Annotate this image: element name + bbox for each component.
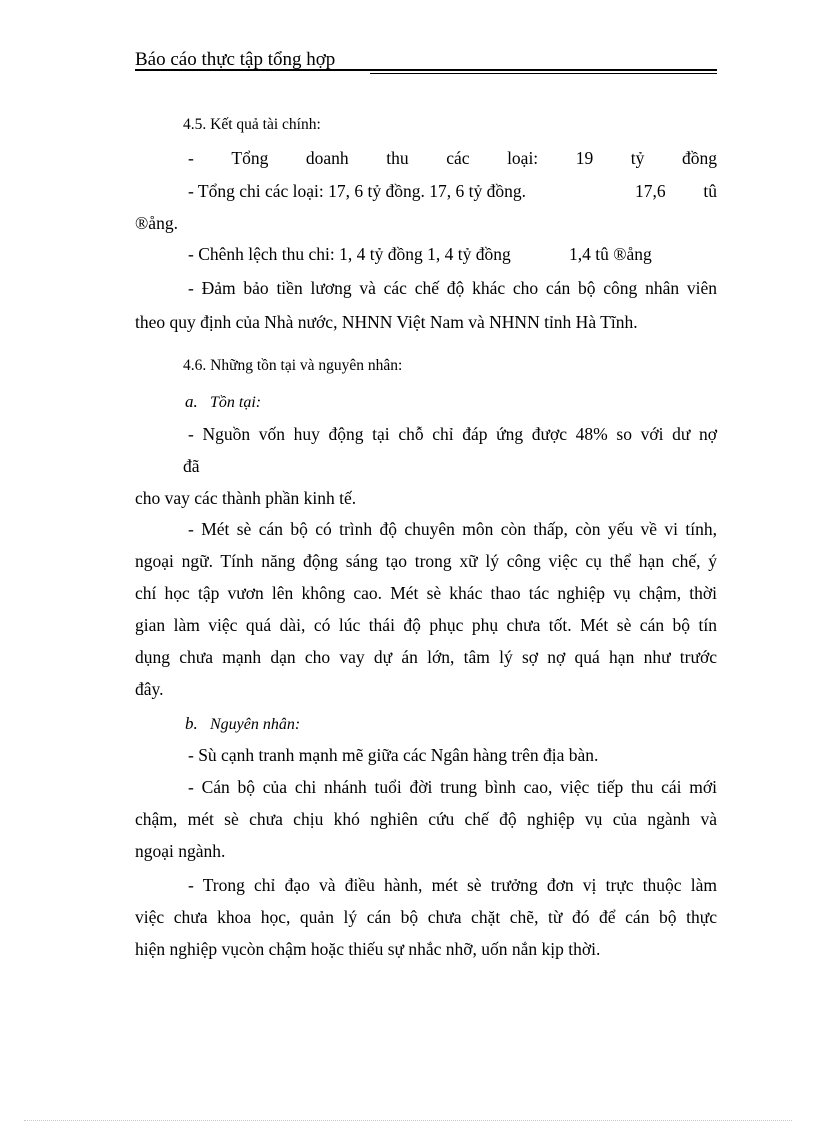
expense-line (188, 180, 717, 202)
page-header-title: Báo cáo thực tập tổng hợp (135, 49, 336, 70)
sub-b-label: Nguyên nhân: (210, 716, 301, 733)
tontai-p1-line1: - Nguồn vốn huy động tại chỗ chỉ đáp ứng được 48% so với dư nợ (188, 424, 717, 444)
nguyennhan-p3-line2: việc chưa khoa học, quản lý cán bộ chưa chặt chẽ, từ đó để cán bộ thực (135, 907, 717, 927)
nguyennhan-p3-line3: hiện nghiệp vụcòn chậm hoặc thiếu sự nhắc nhỡ, uốn nắn kịp thời. (135, 939, 601, 959)
revenue-line (188, 147, 717, 169)
expense-unit: tû (703, 181, 717, 201)
section-4-6-heading: 4.6. Những tồn tại và nguyên nhân: (183, 357, 403, 374)
sub-b-letter: b. (185, 714, 198, 733)
revenue-word: - (188, 148, 194, 168)
nguyennhan-p2-line2: chậm, mét sè chưa chịu khó nghiên cứu chế độ nghiệp vụ của ngành và (135, 809, 717, 829)
tontai-p2-line2: ngoại ngữ. Tính năng động sáng tạo trong xữ lý công việc cụ thể hạn chế, ý (135, 551, 717, 571)
diff-extra: 1,4 tû ®ång (569, 244, 652, 264)
revenue-word: Tổng (231, 148, 269, 168)
sub-heading-a (185, 391, 261, 414)
expense-cont: ®ång. (135, 213, 178, 233)
tontai-p2-line6: đây. (135, 679, 164, 699)
salary-line-1: - Đảm bảo tiền lương và các chế độ khác cho cán bộ công nhân viên (188, 278, 717, 298)
sub-a-letter: a. (185, 392, 198, 411)
tontai-p1-line3: cho vay các thành phần kinh tế. (135, 488, 357, 508)
revenue-word: các (446, 148, 470, 168)
sub-heading-b (185, 713, 300, 736)
revenue-word: doanh (305, 148, 349, 168)
revenue-word: 19 (575, 148, 594, 168)
tontai-p1-line2: đã (183, 456, 200, 476)
header-rule-thin (370, 73, 717, 74)
nguyennhan-p1: - Sù cạnh tranh mạnh mẽ giữa các Ngân hàng trên địa bàn. (188, 745, 599, 765)
tontai-p2-line3: chí học tập vươn lên không cao. Mét sè khác thao tác nghiệp vụ chậm, thời (135, 583, 717, 603)
tontai-p2-line5: dụng chưa mạnh dạn cho vay dự án lớn, tâm lý sợ nợ quá hạn như trước (135, 647, 717, 667)
expense-main: - Tổng chi các loại: 17, 6 tỷ đồng. 17, 6 tỷ đồng. (188, 181, 526, 201)
revenue-word: loại: (507, 148, 539, 168)
expense-num: 17,6 (635, 181, 666, 201)
section-4-5-heading: 4.5. Kết quả tài chính: (183, 116, 321, 133)
nguyennhan-p2-line3: ngoại ngành. (135, 841, 226, 861)
tontai-p2-line4: gian làm việc quá dài, có lúc thái độ phục phụ chưa tốt. Mét sè cán bộ tín (135, 615, 717, 635)
tontai-p2-line1: - Mét sè cán bộ có trình độ chuyên môn còn thấp, còn yếu về vi tính, (188, 519, 717, 539)
revenue-word: thu (386, 148, 409, 168)
revenue-word: đồng (681, 148, 717, 168)
diff-main: - Chênh lệch thu chi: 1, 4 tỷ đồng 1, 4 tỷ đồng (188, 244, 511, 264)
sub-a-label: Tồn tại: (210, 394, 262, 411)
salary-line-2: theo quy định của Nhà nước, NHNN Việt Nam và NHNN tỉnh Hà Tĩnh. (135, 312, 638, 332)
header-rule (135, 69, 717, 71)
nguyennhan-p2-line1: - Cán bộ của chi nhánh tuổi đời trung bình cao, việc tiếp thu cái mới (188, 777, 717, 797)
page-bottom-border (24, 1120, 792, 1121)
revenue-word: tỷ (630, 148, 645, 168)
nguyennhan-p3-line1: - Trong chỉ đạo và điều hành, mét sè trưởng đơn vị trực thuộc làm (188, 875, 717, 895)
diff-line (188, 243, 717, 265)
